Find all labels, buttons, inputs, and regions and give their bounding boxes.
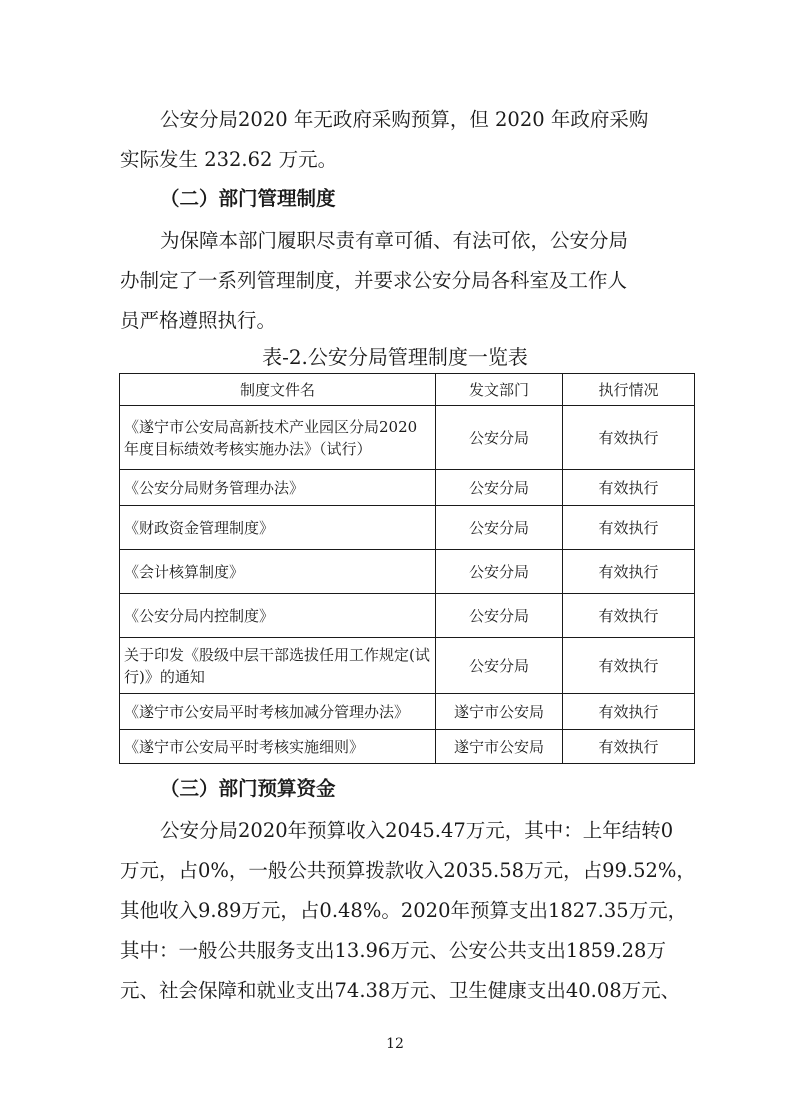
paragraph-budget-line5: 元、社会保障和就业支出74.38万元、卫生健康支出40.08万元、: [120, 979, 681, 1002]
row-issuing-dept: 遂宁市公安局: [436, 694, 563, 730]
row-execution-status: 有效执行: [563, 730, 695, 764]
paragraph-budget-line1: 公安分局2020年预算收入2045.47万元，其中：上年结转0: [160, 819, 674, 842]
row-execution-status: 有效执行: [563, 550, 695, 594]
row-file-name: 《公安分局财务管理办法》: [120, 470, 436, 506]
section-heading-budget: （三）部门预算资金: [160, 777, 336, 800]
table-header-row: [120, 374, 695, 406]
row-issuing-dept: 公安分局: [436, 470, 563, 506]
table-row: [120, 638, 695, 694]
table-row: [120, 694, 695, 730]
paragraph-management-line2: 办制定了一系列管理制度，并要求公安分局各科室及工作人: [120, 269, 628, 292]
paragraph-management-line3: 员严格遵照执行。: [120, 309, 277, 332]
table-row: [120, 594, 695, 638]
row-issuing-dept: 公安分局: [436, 550, 563, 594]
page-number: 12: [386, 1036, 404, 1052]
paragraph-management-line1: 为保障本部门履职尽责有章可循、有法可依，公安分局: [160, 229, 629, 252]
paragraph-procurement-line2: 实际发生 232.62 万元。: [120, 148, 338, 171]
header-execution-status: 执行情况: [563, 374, 695, 406]
row-issuing-dept: 遂宁市公安局: [436, 730, 563, 764]
row-issuing-dept: 公安分局: [436, 506, 563, 550]
row-file-name: 《遂宁市公安局平时考核加减分管理办法》: [120, 694, 436, 730]
row-execution-status: 有效执行: [563, 406, 695, 470]
table-row: [120, 470, 695, 506]
row-execution-status: 有效执行: [563, 638, 695, 694]
table-row: [120, 730, 695, 764]
table-row: [120, 406, 695, 470]
row-issuing-dept: 公安分局: [436, 406, 563, 470]
row-file-name: 《财政资金管理制度》: [120, 506, 436, 550]
row-execution-status: 有效执行: [563, 594, 695, 638]
management-rules-table: [119, 373, 695, 764]
row-issuing-dept: 公安分局: [436, 638, 563, 694]
row-execution-status: 有效执行: [563, 694, 695, 730]
row-file-name: 《遂宁市公安局平时考核实施细则》: [120, 730, 436, 764]
row-file-name: 《公安分局内控制度》: [120, 594, 436, 638]
row-file-name: 《遂宁市公安局高新技术产业园区分局2020年度目标绩效考核实施办法》（试行）: [120, 406, 436, 470]
table-row: [120, 506, 695, 550]
paragraph-budget-line4: 其中：一般公共服务支出13.96万元、公安公共支出1859.28万: [120, 939, 666, 962]
row-file-name: 《会计核算制度》: [120, 550, 436, 594]
paragraph-budget-line2: 万元，占0%，一般公共预算拨款收入2035.58万元，占99.52%，: [120, 859, 696, 882]
row-execution-status: 有效执行: [563, 470, 695, 506]
paragraph-procurement-line1: 公安分局2020 年无政府采购预算，但 2020 年政府采购: [160, 108, 649, 131]
header-file-name: 制度文件名: [120, 374, 436, 406]
paragraph-budget-line3: 其他收入9.89万元，占0.48%。2020年预算支出1827.35万元，: [120, 899, 688, 922]
header-issuing-dept: 发文部门: [436, 374, 563, 406]
table-caption: 表-2.公安分局管理制度一览表: [262, 345, 528, 369]
row-file-name: 关于印发《股级中层干部选拔任用工作规定(试行)》的通知: [120, 638, 436, 694]
section-heading-management: （二）部门管理制度: [160, 187, 336, 210]
row-issuing-dept: 公安分局: [436, 594, 563, 638]
row-execution-status: 有效执行: [563, 506, 695, 550]
table-row: [120, 550, 695, 594]
